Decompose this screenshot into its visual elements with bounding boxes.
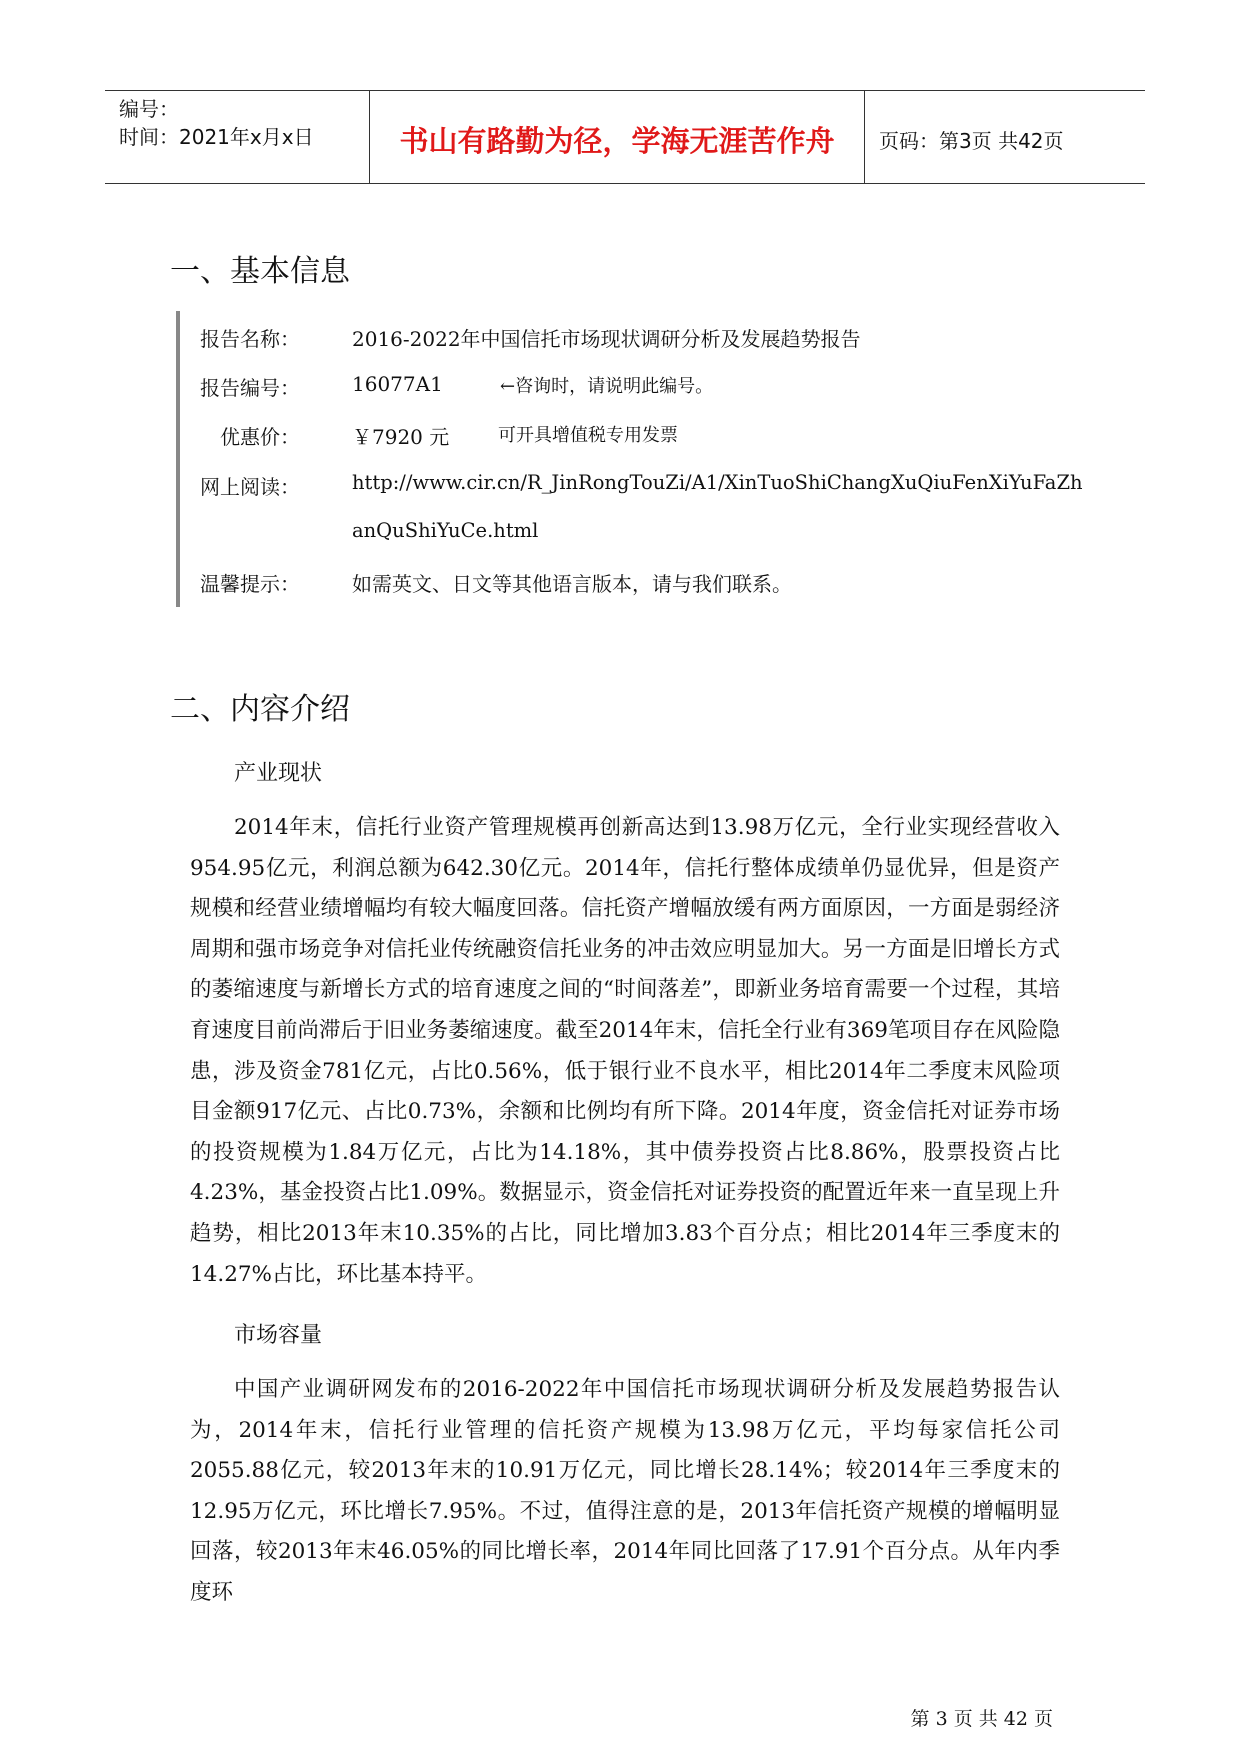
info-note: ←咨询时，请说明此编号。 bbox=[500, 376, 714, 397]
subheading-market-capacity: 市场容量 bbox=[234, 1323, 323, 1348]
header-motto: 书山有路勤为径，学海无涯苦作舟 bbox=[399, 124, 835, 158]
paragraph-market-capacity: 中国产业调研网发布的2016-2022年中国信托市场现状调研分析及发展趋势报告认为，2014年末，信托行业管理的信托资产规模为13.98万亿元，平均每家信托公司2055.88亿元，较2013年末的10.91万亿元，同比增长28.14%；较2014年三季度末的12.95万亿元，环比增长7.95%。不过，值得注意的是，2013年信托资产规模的增幅明显回落，较2013年末46.05%的同比增长率，2014年同比回落了17.91个百分点。从年内季度环 bbox=[190, 1377, 1060, 1605]
header-motto-cell bbox=[370, 91, 865, 183]
basic-info-box bbox=[176, 311, 1110, 607]
subheading-industry-status: 产业现状 bbox=[234, 761, 323, 786]
paragraph-industry-status: 2014年末，信托行业资产管理规模再创新高达到13.98万亿元，全行业实现经营收入954.95亿元，利润总额为642.30亿元。2014年，信托行整体成绩单仍显优异，但是资产规模和经营业绩增幅均有较大幅度回落。信托资产增幅放缓有两方面原因，一方面是弱经济周期和强市场竞争对信托业传统融资信托业务的冲击效应明显加大。另一方面是旧增长方式的萎缩速度与新增长方式的培育速度之间的“时间落差”，即新业务培育需要一个过程，其培育速度目前尚滞后于旧业务萎缩速度。截至2014年末，信托全行业有369笔项目存在风险隐患，涉及资金781亿元，占比0.56%，低于银行业不良水平，相比2014年二季度末风险项目金额917亿元、占比0.73%，余额和比例均有所下降。2014年度，资金信托对证券市场的投资规模为1.84万亿元，占比为14.18%，其中债券投资占比8.86%，股票投资占比4.23%，基金投资占比1.09%。数据显示，资金信托对证券投资的配置近年来一直呈现上升趋势，相比2013年末10.35%的占比，同比增加3.83个百分点；相比2014年三季度末的14.27%占比，环比基本持平。 bbox=[190, 815, 1060, 1287]
header-page-info: 页码：第3页 共42页 bbox=[879, 129, 1064, 153]
info-value: ￥7920 元 bbox=[352, 425, 450, 449]
document-number-label: 编号： bbox=[119, 97, 179, 121]
info-url-continued[interactable]: anQuShiYuCe.html bbox=[352, 519, 539, 542]
section-title-basic-info: 一、基本信息 bbox=[170, 254, 350, 289]
page-header bbox=[105, 90, 1145, 184]
section-title-content-intro: 二、内容介绍 bbox=[170, 692, 350, 727]
document-date: 时间：2021年x月x日 bbox=[119, 125, 314, 149]
info-label: 报告名称： bbox=[200, 327, 300, 351]
info-value: 2016-2022年中国信托市场现状调研分析及发展趋势报告 bbox=[352, 327, 861, 351]
header-page-cell bbox=[865, 91, 1145, 183]
info-value: 16077A1 bbox=[352, 372, 443, 396]
info-label: 优惠价： bbox=[220, 425, 300, 449]
info-note: 可开具增值税专用发票 bbox=[498, 425, 678, 446]
info-value: 如需英文、日文等其他语言版本，请与我们联系。 bbox=[352, 572, 792, 596]
info-label: 报告编号： bbox=[200, 376, 300, 400]
info-url[interactable]: http://www.cir.cn/R_JinRongTouZi/A1/XinTuoShiChangXuQiuFenXiYuFaZh bbox=[352, 471, 1083, 494]
page-footer: 第 3 页 共 42 页 bbox=[910, 1708, 1053, 1730]
info-label: 温馨提示： bbox=[200, 572, 300, 596]
info-label: 网上阅读： bbox=[200, 475, 300, 499]
header-meta-cell bbox=[105, 91, 370, 183]
